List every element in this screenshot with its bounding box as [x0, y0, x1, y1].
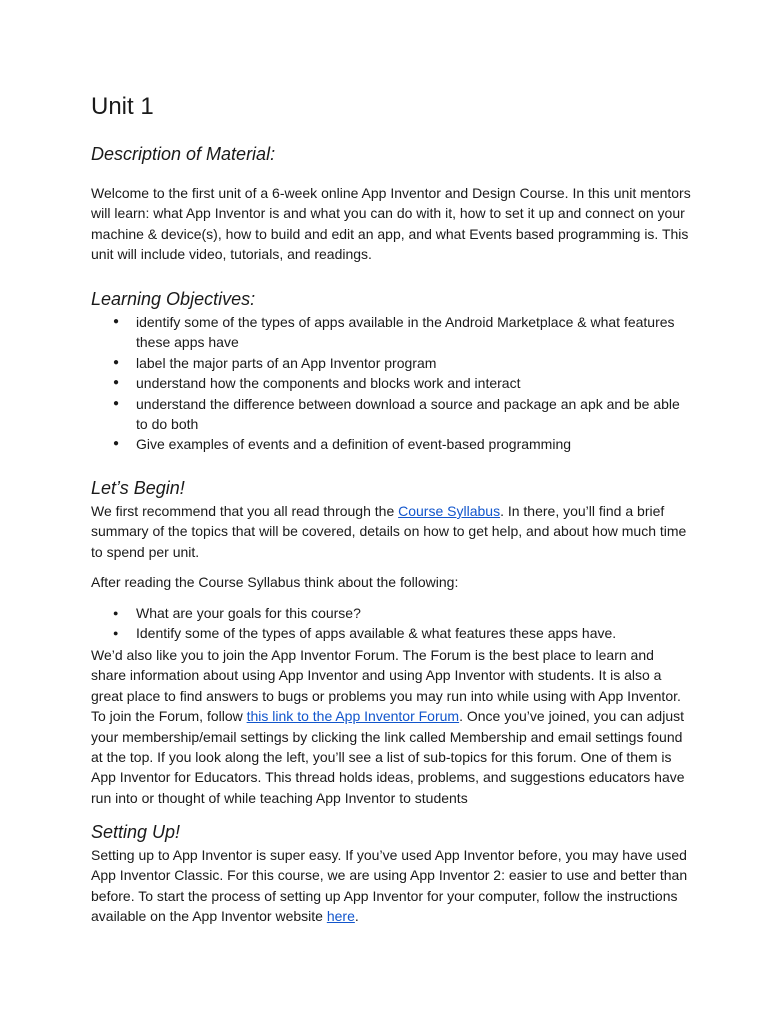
bullet-icon: ●	[113, 438, 120, 450]
description-text: Welcome to the first unit of a 6-week online App Inventor and Design Course. In this unit mentors will learn: what App Inventor is and what you can do with it, how to set it up and connect on your machine & device(s), how to build and edit an app, and what Events based programming is. This unit will include video, tutorials, and readings.	[91, 185, 691, 263]
begin-heading: Let’s Begin!	[91, 478, 185, 498]
objective-item: ● understand the difference between download a source and package an apk and be able to do both	[113, 395, 680, 433]
objective-item: ● Give examples of events and a definition of event-based programming	[91, 434, 691, 454]
begin-paragraph-3: We’d also like you to join the App Inventor Forum. The Forum is the best place to learn and share information about using App Inventor and using App Inventor with students. It is also a great place to find answers to bugs or problems you may run into while using with App Inventor. To join the Forum, follow this link to the App Inventor Forum. Once you’ve joined, you can adjust your membership/email settings by clicking the link called Membership and email settings found at the top. If you look along the left, you’ll see a list of sub-topics for this forum. One of them is App Inventor for Educators. This thread holds ideas, problems, and suggestions educators have run into or thought of while teaching App Inventor to students	[91, 647, 685, 806]
begin-paragraph-1: We first recommend that you all read through the Course Syllabus. In there, you’ll find a brief summary of the topics that will be covered, details on how to get help, and about how much time to spend per unit.	[91, 503, 687, 560]
forum-link[interactable]: this link to the App Inventor Forum	[246, 708, 460, 725]
objective-item: ● label the major parts of an App Inventor program	[91, 353, 691, 373]
objectives-list	[91, 312, 691, 455]
bullet-icon: ●	[113, 608, 119, 618]
bullet-icon: ●	[113, 377, 120, 389]
page-title: Unit 1	[91, 93, 154, 120]
question-item: ● Identify some of the types of apps available & what features these apps have.	[91, 623, 691, 643]
bullet-icon: ●	[113, 316, 120, 327]
setup-heading: Setting Up!	[91, 822, 181, 842]
description-heading: Description of Material:	[91, 144, 276, 164]
question-item: ● What are your goals for this course?	[91, 603, 691, 623]
bullet-icon: ●	[113, 397, 120, 409]
begin-paragraph-2: After reading the Course Syllabus think about the following:	[91, 574, 459, 590]
objectives-heading: Learning Objectives:	[91, 289, 256, 309]
setup-paragraph: Setting up to App Inventor is super easy. If you’ve used App Inventor before, you may have used App Inventor Classic. For this course, we are using App Inventor 2: easier to use and better than before. To start the process of setting up App Inventor for your computer, follow the instructions available on the App Inventor website here.	[91, 847, 688, 925]
questions-list	[91, 603, 691, 644]
objective-item: ● identify some of the types of apps available in the Android Marketplace & what features these apps have	[113, 314, 675, 351]
course-syllabus-link[interactable]: Course Syllabus	[398, 503, 501, 519]
app-inventor-website-link[interactable]: here	[326, 908, 355, 925]
bullet-icon: ●	[113, 356, 120, 368]
objective-item: ● understand how the components and blocks work and interact	[91, 373, 691, 393]
bullet-icon: ●	[113, 628, 119, 639]
